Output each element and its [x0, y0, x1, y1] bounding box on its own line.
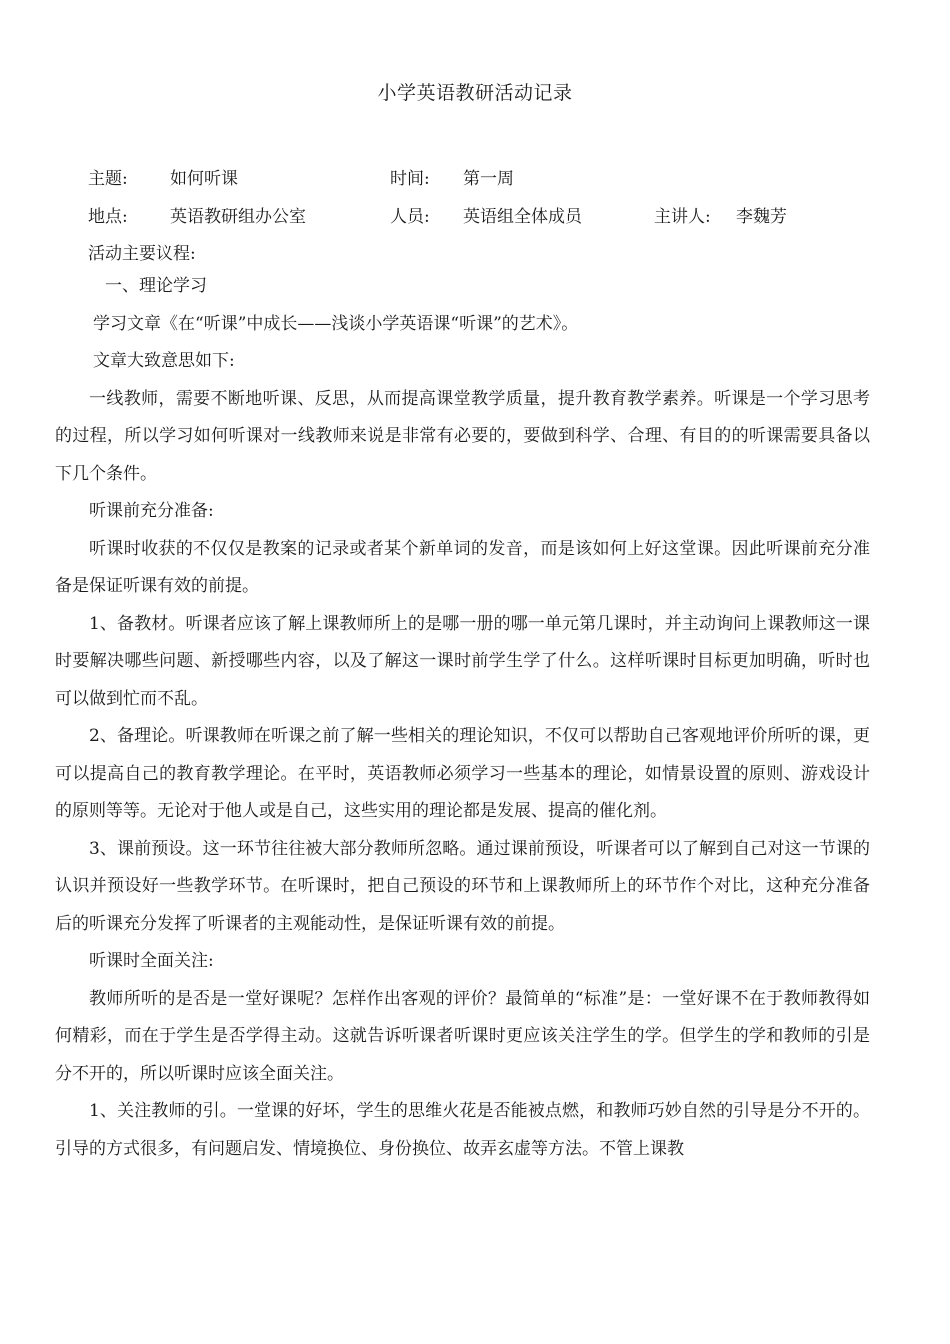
document-title: 小学英语教研活动记录 [377, 82, 573, 104]
time-label: 时间: [390, 169, 430, 189]
speaker-label: 主讲人: [654, 207, 711, 227]
paragraph: 一线教师，需要不断地听课、反思，从而提高课堂教学质量，提升教育教学素养。听课是一个学习思考的过程，所以学习如何听课对一线教师来说是非常有必要的，要做到科学、合理、有目的的听课需要具备以下几个条件。 [55, 388, 870, 484]
topic-label: 主题: [88, 169, 128, 189]
paragraph: 教师所听的是否是一堂好课呢？怎样作出客观的评价？最简单的“标准”是：一堂好课不在于教师教得如何精彩，而在于学生是否学得主动。这就告诉听课者听课时更应该关注学生的学。但学生的学和教师的引是分不开的，所以听课时应该全面关注。 [55, 988, 870, 1084]
paragraph: 2、备理论。听课教师在听课之前了解一些相关的理论知识，不仅可以帮助自己客观地评价所听的课，更可以提高自己的教育教学理论。在平时，英语教师必须学习一些基本的理论，如情景设置的原则、游戏设计的原则等等。无论对于他人或是自己，这些实用的理论都是发展、提高的催化剂。 [55, 726, 870, 821]
place-label: 地点: [88, 207, 128, 227]
time-value: 第一周 [463, 169, 514, 189]
summary-intro-line: 文章大致意思如下: [93, 351, 235, 371]
paragraph: 听课时收获的不仅仅是教案的记录或者某个新单词的发音，而是该如何上好这堂课。因此听课前充分准备是保证听课有效的前提。 [55, 538, 870, 596]
section-heading-theory: 一、理论学习 [105, 276, 207, 296]
paragraph: 3、课前预设。这一环节往往被大部分教师所忽略。通过课前预设，听课者可以了解到自己对这一节课的认识并预设好一些教学环节。在听课时，把自己预设的环节和上课教师所上的环节作个对比，这种充分准备后的听课充分发挥了听课者的主观能动性，是保证听课有效的前提。 [55, 838, 870, 934]
topic-value: 如何听课 [170, 169, 238, 189]
study-article-line: 学习文章《在“听课”中成长——浅谈小学英语课“听课”的艺术》。 [93, 313, 579, 334]
document-body [55, 268, 870, 1168]
place-value: 英语教研组办公室 [170, 207, 306, 227]
paragraph: 1、关注教师的引。一堂课的好坏，学生的思维火花是否能被点燃，和教师巧妙自然的引导是分不开的。引导的方式很多，有问题启发、情境换位、身份换位、故弄玄虚等方法。不管上课教 [55, 1101, 870, 1159]
subheading-preparation: 听课前充分准备: [89, 501, 214, 521]
paragraph: 1、备教材。听课者应该了解上课教师所上的是哪一册的哪一单元第几课时，并主动询问上课教师这一课时要解决哪些问题、新授哪些内容，以及了解这一课时前学生学了什么。这样听课时目标更加明确，听时也可以做到忙而不乱。 [55, 613, 870, 709]
agenda-label: 活动主要议程: [88, 244, 196, 264]
people-value: 英语组全体成员 [463, 207, 582, 227]
subheading-attention: 听课时全面关注: [89, 951, 214, 971]
people-label: 人员: [390, 207, 430, 227]
speaker-value: 李魏芳 [736, 207, 787, 227]
